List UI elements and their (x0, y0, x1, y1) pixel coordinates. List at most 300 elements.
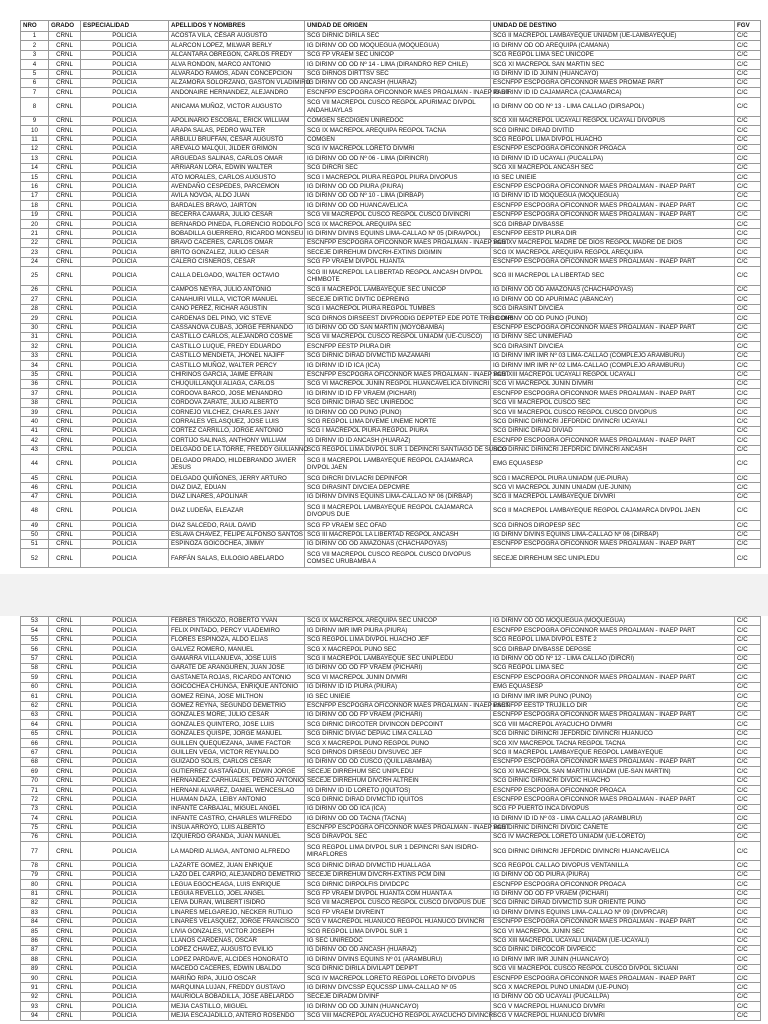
cell-unidad-destino: ESCNFPP ESCPOGRA OFICONNOR MAES PROALMAN - INAEP PART (491, 917, 735, 926)
cell-especialidad: POLICIA (81, 370, 169, 379)
cell-unidad-destino: IG DIRINV ID ID UCAYALI (PUCALLPA) (491, 154, 735, 163)
cell-unidad-destino: SCG XIV MACREPOL TACNA REGPOL TACNA (491, 739, 735, 748)
cell-especialidad: POLICIA (81, 229, 169, 238)
cell-especialidad: POLICIA (81, 861, 169, 870)
cell-grado: CRNL (49, 492, 81, 501)
cell-unidad-destino: ESCNFPP ESCPOGRA OFICONNOR MAES PROALMAN - INAEP PART (491, 626, 735, 635)
cell-fgv: C/C (735, 710, 761, 719)
cell-fgv: C/C (735, 314, 761, 323)
cell-nro: 68 (21, 757, 49, 766)
cell-apellidos-nombres: CASTILLO CARLOS, ALEJANDRO COSME (169, 332, 305, 341)
cell-unidad-destino: SCG DIRASINT DIVCIEA (491, 342, 735, 351)
cell-especialidad: POLICIA (81, 1011, 169, 1020)
cell-unidad-destino: IG DIRINV OD OD FP VRAEM (PICHARI) (491, 889, 735, 898)
cell-unidad-origen: SCG IV MACREPOL LORETO DIVMRI (305, 144, 491, 153)
cell-nro: 83 (21, 908, 49, 917)
cell-grado: CRNL (49, 88, 81, 97)
cell-unidad-destino: SCG V MACREPOL HUANUCO DIVMRI (491, 1002, 735, 1011)
cell-fgv: C/C (735, 257, 761, 266)
cell-unidad-origen: IG DIRINV OD OD FP VRAEM (PICHARI) (305, 710, 491, 719)
header-unidad-origen: UNIDAD DE ORIGEN (305, 21, 491, 32)
cell-apellidos-nombres: CHIRINOS GARCIA, JAIME EFRAIN (169, 370, 305, 379)
cell-fgv: C/C (735, 795, 761, 804)
cell-nro: 23 (21, 248, 49, 257)
cell-especialidad: POLICIA (81, 88, 169, 97)
cell-apellidos-nombres: LA MADRID ALIAGA, ANTONIO ALFREDO (169, 842, 305, 861)
cell-unidad-origen: IG DIRINV OD OD AMAZONAS (CHACHAPOYAS) (305, 539, 491, 548)
page-gap (0, 574, 768, 616)
cell-fgv: C/C (735, 78, 761, 87)
table-row (21, 436, 761, 445)
cell-especialidad: POLICIA (81, 701, 169, 710)
cell-unidad-destino: ESCNFPP ESCPOGRA OFICONNOR MAES PROALMAN - INAEP PART (491, 974, 735, 983)
cell-apellidos-nombres: MEJIA CASTILLO, MIGUEL (169, 1002, 305, 1011)
cell-unidad-origen: SCG REGPOL LIMA DIVPOL SUR 1 (305, 927, 491, 936)
cell-apellidos-nombres: APOLINARIO ESCOBAL, ERICK WILLIAM (169, 116, 305, 125)
table-row (21, 266, 761, 285)
table-row (21, 135, 761, 144)
cell-apellidos-nombres: GARATE DE ARANGUREN, JUAN JOSE (169, 663, 305, 672)
table-row (21, 880, 761, 889)
table-row (21, 974, 761, 983)
cell-unidad-destino: IG DIRINV DIVINS EQUINS LIMA-CALLAO Nº 06 (DIRBAP) (491, 530, 735, 539)
cell-especialidad: POLICIA (81, 332, 169, 341)
cell-fgv: C/C (735, 295, 761, 304)
cell-unidad-origen: SCG VI MACREPOL JUNIN REGPOL HUANCAVELICA DIVINCRI (305, 379, 491, 388)
cell-unidad-origen: IG DIRINV OD OD PIURA (PIURA) (305, 182, 491, 191)
cell-unidad-origen: SCG VI MACREPOL JUNIN DIVMRI (305, 673, 491, 682)
cell-fgv: C/C (735, 417, 761, 426)
cell-apellidos-nombres: DIAZ DIAZ, EDUAN (169, 483, 305, 492)
cell-apellidos-nombres: GASTANETA ROJAS, RICARDO ANTONIO (169, 673, 305, 682)
cell-fgv: C/C (735, 748, 761, 757)
cell-unidad-destino: ESCNFPP ESCPOGRA OFICONNOR MAES PROMAE PART (491, 78, 735, 87)
cell-unidad-origen: SCG III MACREPOL LA LIBERTAD REGPOL ANCASH (305, 530, 491, 539)
cell-unidad-destino: SCG VII MACREPOL CUSCO REGPOL CUSCO DIVOPUS (491, 408, 735, 417)
table-row (21, 492, 761, 501)
table-row (21, 748, 761, 757)
cell-unidad-destino: SCG XV MACREPOL MADRE DE DIOS REGPOL MADRE DE DIOS (491, 238, 735, 247)
cell-grado: CRNL (49, 673, 81, 682)
cell-apellidos-nombres: FELIX PINTADO, PERCY VLADEMIRO (169, 626, 305, 635)
cell-unidad-origen: ESCNFPP EESTP PIURA DIR (305, 342, 491, 351)
cell-nro: 76 (21, 832, 49, 841)
cell-especialidad: POLICIA (81, 936, 169, 945)
cell-grado: CRNL (49, 823, 81, 832)
table-row (21, 927, 761, 936)
cell-unidad-origen: ESCNFPP ESCPOGRA OFICONNOR MAES PROALMAN - INAEP PART (305, 238, 491, 247)
cell-unidad-origen: IG DIRINV OD OD MOQUEGUA (MOQUEGUA) (305, 41, 491, 50)
cell-grado: CRNL (49, 530, 81, 539)
cell-unidad-origen: SCG DIRASINT DIVCIEA DEPCMRE (305, 483, 491, 492)
cell-grado: CRNL (49, 445, 81, 454)
cell-fgv: C/C (735, 361, 761, 370)
cell-grado: CRNL (49, 135, 81, 144)
header-grado: GRADO (49, 21, 81, 32)
cell-especialidad: POLICIA (81, 748, 169, 757)
cell-especialidad: POLICIA (81, 549, 169, 568)
cell-nro: 89 (21, 964, 49, 973)
cell-unidad-destino: IG DIRINV SEC UNIMEFIAD (491, 332, 735, 341)
cell-fgv: C/C (735, 144, 761, 153)
cell-unidad-destino: IG DIRINV ID ID JUNIN (HUANCAYO) (491, 69, 735, 78)
cell-apellidos-nombres: ARRIARAN LORA, EDWIN WALTER (169, 163, 305, 172)
cell-apellidos-nombres: GONZALES QUINTERO, JOSE LUIS (169, 720, 305, 729)
cell-unidad-destino: SCG XI MACREPOL SAN MARTIN SEC (491, 60, 735, 69)
cell-nro: 30 (21, 323, 49, 332)
cell-grado: CRNL (49, 323, 81, 332)
table-row (21, 539, 761, 548)
cell-nro: 25 (21, 266, 49, 285)
cell-grado: CRNL (49, 1011, 81, 1020)
cell-grado: CRNL (49, 210, 81, 219)
cell-grado: CRNL (49, 521, 81, 530)
cell-fgv: C/C (735, 126, 761, 135)
table-row (21, 88, 761, 97)
cell-fgv: C/C (735, 682, 761, 691)
cell-apellidos-nombres: ALARCON LOPEZ, MILWAR BERLY (169, 41, 305, 50)
cell-fgv: C/C (735, 814, 761, 823)
cell-especialidad: POLICIA (81, 445, 169, 454)
cell-fgv: C/C (735, 154, 761, 163)
cell-unidad-origen: SCG VIII MACREPOL AYACUCHO REGPOL AYACUCHO DIVINCRI (305, 1011, 491, 1020)
cell-fgv: C/C (735, 408, 761, 417)
cell-apellidos-nombres: LEGUA EGOCHEAGA, LUIS ENRIQUE (169, 880, 305, 889)
table-row (21, 757, 761, 766)
cell-unidad-origen: SCG VII MACREPOL CUSCO REGPOL CUSCO DIVINCRI (305, 210, 491, 219)
cell-apellidos-nombres: GUIZADO SOLIS, CARLOS CESAR (169, 757, 305, 766)
cell-grado: CRNL (49, 257, 81, 266)
cell-grado: CRNL (49, 398, 81, 407)
cell-unidad-origen: COMGEN (305, 135, 491, 144)
cell-especialidad: POLICIA (81, 880, 169, 889)
table-row (21, 408, 761, 417)
cell-especialidad: POLICIA (81, 635, 169, 644)
cell-nro: 24 (21, 257, 49, 266)
cell-unidad-destino: IG DIRINV OD OD AMAZONAS (CHACHAPOYAS) (491, 285, 735, 294)
table-row (21, 41, 761, 50)
cell-unidad-destino: SCG II MACREPOL LAMBAYEQUE REGPOL CAJAMARCA DIVPOL JAEN (491, 502, 735, 521)
cell-unidad-origen: SCG REGPOL LIMA DIVPOL HUACHO JEF (305, 635, 491, 644)
cell-apellidos-nombres: GOICOCHEA CHUNGA, ENRIQUE ANTONIO (169, 682, 305, 691)
cell-especialidad: POLICIA (81, 908, 169, 917)
cell-apellidos-nombres: FARFÁN SALAS, EULOGIO ABELARDO (169, 549, 305, 568)
table-row (21, 626, 761, 635)
cell-especialidad: POLICIA (81, 983, 169, 992)
cell-fgv: C/C (735, 955, 761, 964)
cell-fgv: C/C (735, 60, 761, 69)
table-row (21, 832, 761, 841)
cell-unidad-destino: ESCNFPP EESTP PIURA DIR (491, 229, 735, 238)
table-row (21, 191, 761, 200)
table-body-page-2 (21, 617, 761, 1021)
cell-fgv: C/C (735, 492, 761, 501)
cell-fgv: C/C (735, 1002, 761, 1011)
cell-nro: 80 (21, 880, 49, 889)
cell-especialidad: POLICIA (81, 210, 169, 219)
cell-apellidos-nombres: DIAZ SALCEDO, RAUL DAVID (169, 521, 305, 530)
cell-fgv: C/C (735, 549, 761, 568)
cell-fgv: C/C (735, 163, 761, 172)
cell-fgv: C/C (735, 767, 761, 776)
cell-apellidos-nombres: CANAHUIRI VILLA, VICTOR MANUEL (169, 295, 305, 304)
cell-apellidos-nombres: FLORES ESPINOZA, ALDO ELIAS (169, 635, 305, 644)
cell-nro: 71 (21, 786, 49, 795)
cell-unidad-origen: IG DIRINV ID ID ANCASH (HUARAZ) (305, 436, 491, 445)
cell-grado: CRNL (49, 842, 81, 861)
table-row (21, 964, 761, 973)
cell-grado: CRNL (49, 314, 81, 323)
cell-grado: CRNL (49, 974, 81, 983)
cell-grado: CRNL (49, 832, 81, 841)
cell-fgv: C/C (735, 645, 761, 654)
cell-unidad-destino: IG DIRINV OD OD Nº 13 - LIMA CALLAO (DIRSAPOL) (491, 97, 735, 116)
cell-unidad-origen: SCG I MACREPOL PIURA REGPOL PIURA DIVOPUS (305, 173, 491, 182)
cell-apellidos-nombres: MACEDO CACERES, EDWIN UBALDO (169, 964, 305, 973)
cell-grado: CRNL (49, 436, 81, 445)
cell-unidad-destino: IG DIRINV ID ID CAJAMARCA (CAJAMARCA) (491, 88, 735, 97)
cell-unidad-origen: IG DIRINV OD OD ANCASH (HUARAZ) (305, 78, 491, 87)
cell-fgv: C/C (735, 474, 761, 483)
header-unidad-destino: UNIDAD DE DESTINO (491, 21, 735, 32)
cell-nro: 90 (21, 974, 49, 983)
cell-unidad-destino: SCG DIRNIC DIRAD DIVITID (491, 126, 735, 135)
cell-unidad-destino: SCG II MACREPOL LAMBAYEQUE DIVMRI (491, 492, 735, 501)
cell-especialidad: POLICIA (81, 417, 169, 426)
cell-grado: CRNL (49, 880, 81, 889)
cell-apellidos-nombres: CORTEZ CARRILLO, JORGE ANTONIO (169, 426, 305, 435)
cell-unidad-origen: SCG DIRNIC DIRAD SEC UNIREDOC (305, 398, 491, 407)
table-row (21, 144, 761, 153)
cell-especialidad: POLICIA (81, 682, 169, 691)
cell-fgv: C/C (735, 870, 761, 879)
cell-fgv: C/C (735, 116, 761, 125)
table-row (21, 163, 761, 172)
cell-apellidos-nombres: CORRALES VELASQUEZ, JOSE LUIS (169, 417, 305, 426)
table-row (21, 889, 761, 898)
personnel-table-page-1 (20, 20, 761, 568)
cell-nro: 21 (21, 229, 49, 238)
cell-unidad-origen: SCG DIRNIC DIRAD DIVMCTID HUALLAGA (305, 861, 491, 870)
cell-unidad-origen: SCG X MACREPOL PUNO SEC (305, 645, 491, 654)
cell-unidad-destino: SCG II MACREPOL LAMBAYEQUE UNIADM (UE-LAMBAYEQUE) (491, 32, 735, 41)
cell-apellidos-nombres: ESLAVA CHAVEZ, FELIPE ALFONSO SANTOS (169, 530, 305, 539)
cell-apellidos-nombres: ESPINOZA GOICOCHEA, JIMMY (169, 539, 305, 548)
cell-grado: CRNL (49, 408, 81, 417)
cell-nro: 70 (21, 776, 49, 785)
cell-especialidad: POLICIA (81, 729, 169, 738)
cell-unidad-destino: ESCNFPP ESCPOGRA OFICONNOR MAES PROALMAN - INAEP PART (491, 201, 735, 210)
cell-unidad-destino: ESCNFPP ESCPOGRA OFICONNOR MAES PROALMAN - INAEP PART (491, 436, 735, 445)
cell-grado: CRNL (49, 889, 81, 898)
cell-unidad-destino: ESCNFPP ESCPOGRA OFICONNOR MAES PROALMAN - INAEP PART (491, 673, 735, 682)
table-row (21, 692, 761, 701)
cell-apellidos-nombres: BECERRA CAMARA, JULIO CESAR (169, 210, 305, 219)
cell-especialidad: POLICIA (81, 842, 169, 861)
cell-grado: CRNL (49, 97, 81, 116)
cell-especialidad: POLICIA (81, 238, 169, 247)
cell-fgv: C/C (735, 342, 761, 351)
cell-especialidad: POLICIA (81, 295, 169, 304)
cell-grado: CRNL (49, 635, 81, 644)
cell-nro: 91 (21, 983, 49, 992)
header-nro: NRO (21, 21, 49, 32)
cell-apellidos-nombres: AREVALO MALQUI, JILDER GRIMON (169, 144, 305, 153)
cell-fgv: C/C (735, 983, 761, 992)
cell-grado: CRNL (49, 1002, 81, 1011)
cell-especialidad: POLICIA (81, 720, 169, 729)
cell-especialidad: POLICIA (81, 41, 169, 50)
cell-nro: 26 (21, 285, 49, 294)
header-fgv: FGV (735, 21, 761, 32)
cell-unidad-origen: SCG DIRNIC DIRAD DIVMCTID IQUITOS (305, 795, 491, 804)
cell-apellidos-nombres: LEGUIA REVELLO, JOEL ANGEL (169, 889, 305, 898)
cell-especialidad: POLICIA (81, 521, 169, 530)
table-row (21, 842, 761, 861)
cell-grado: CRNL (49, 455, 81, 474)
cell-grado: CRNL (49, 229, 81, 238)
cell-unidad-destino: SECEJE DIRREHUM SEC UNIPLEDU (491, 549, 735, 568)
cell-especialidad: POLICIA (81, 927, 169, 936)
cell-grado: CRNL (49, 173, 81, 182)
cell-nro: 2 (21, 41, 49, 50)
cell-grado: CRNL (49, 804, 81, 813)
table-row (21, 530, 761, 539)
cell-unidad-origen: ESCNFPP ESCPOGRA OFICONNOR MAES PROALMAN - INAEP PART (305, 370, 491, 379)
cell-apellidos-nombres: LAZO DEL CARPIO, ALEJANDRO DEMETRIO (169, 870, 305, 879)
cell-unidad-destino: ESCNFPP ESCPOGRA OFICONNOR MAES PROALMAN - INAEP PART (491, 795, 735, 804)
cell-especialidad: POLICIA (81, 898, 169, 907)
cell-grado: CRNL (49, 720, 81, 729)
cell-nro: 65 (21, 729, 49, 738)
cell-nro: 29 (21, 314, 49, 323)
cell-especialidad: POLICIA (81, 767, 169, 776)
cell-fgv: C/C (735, 173, 761, 182)
table-row (21, 445, 761, 454)
cell-especialidad: POLICIA (81, 398, 169, 407)
cell-apellidos-nombres: HERNANI ALVAREZ, DANIEL WENCESLAO (169, 786, 305, 795)
cell-grado: CRNL (49, 748, 81, 757)
cell-especialidad: POLICIA (81, 710, 169, 719)
cell-unidad-destino: SCG VI MACREPOL JUNIN DIVMRI (491, 379, 735, 388)
cell-unidad-origen: SCG FP VRAEM DIVPOL HUANTA (305, 257, 491, 266)
cell-apellidos-nombres: LOPEZ PARDAVE, ALCIDES HONORATO (169, 955, 305, 964)
cell-unidad-destino: IG DIRINV OD OD Nº 12 - LIMA CALLAO (DIRCRI) (491, 654, 735, 663)
cell-nro: 45 (21, 474, 49, 483)
cell-especialidad: POLICIA (81, 757, 169, 766)
table-row (21, 823, 761, 832)
cell-grado: CRNL (49, 739, 81, 748)
cell-unidad-destino: ESCNFPP ESCPOGRA OFICONNOR PROACA (491, 880, 735, 889)
cell-grado: CRNL (49, 692, 81, 701)
table-row (21, 502, 761, 521)
table-row (21, 795, 761, 804)
cell-unidad-destino: SCG VI MACREPOL JUNIN SEC (491, 927, 735, 936)
cell-nro: 8 (21, 97, 49, 116)
table-row (21, 617, 761, 626)
cell-apellidos-nombres: ALZAMORA SOLORZANO, GASTON VLADIMIRO (169, 78, 305, 87)
cell-grado: CRNL (49, 483, 81, 492)
cell-nro: 58 (21, 663, 49, 672)
cell-especialidad: POLICIA (81, 116, 169, 125)
cell-unidad-destino: SCG DIRBAP DIVBASSE (491, 220, 735, 229)
cell-nro: 42 (21, 436, 49, 445)
cell-unidad-origen: IG DIRINV OD OD Nº 10 - LIMA (DIRBAP) (305, 191, 491, 200)
cell-unidad-origen: SCG III MACREPOL LA LIBERTAD REGPOL ANCASH DIVPOL CHIMBOTE (305, 266, 491, 285)
cell-fgv: C/C (735, 964, 761, 973)
cell-nro: 86 (21, 936, 49, 945)
cell-apellidos-nombres: BRAVO CACERES, CARLOS OMAR (169, 238, 305, 247)
cell-apellidos-nombres: LOPEZ CHAVEZ, AUGUSTO EVILIO (169, 945, 305, 954)
cell-unidad-destino: SCG XI MACREPOL SAN MARTIN UNIADM (UE-SAN MARTIN) (491, 767, 735, 776)
cell-nro: 44 (21, 455, 49, 474)
table-row (21, 285, 761, 294)
cell-unidad-origen: IG DIRINV OD OD ICA (ICA) (305, 804, 491, 813)
cell-fgv: C/C (735, 804, 761, 813)
cell-grado: CRNL (49, 502, 81, 521)
cell-especialidad: POLICIA (81, 455, 169, 474)
cell-fgv: C/C (735, 445, 761, 454)
cell-fgv: C/C (735, 436, 761, 445)
cell-nro: 56 (21, 645, 49, 654)
cell-unidad-origen: SECEJE DIRREHUM SEC UNIPLEDU (305, 767, 491, 776)
table-row (21, 229, 761, 238)
table-row (21, 248, 761, 257)
table-row (21, 257, 761, 266)
cell-unidad-destino: SCG REGPOL CALLAO DIVOPUS VENTANILLA (491, 861, 735, 870)
cell-unidad-destino: SCG DIRBAP DIVBASSE DEPGSE (491, 645, 735, 654)
cell-especialidad: POLICIA (81, 182, 169, 191)
cell-nro: 35 (21, 370, 49, 379)
cell-grado: CRNL (49, 154, 81, 163)
cell-grado: CRNL (49, 955, 81, 964)
cell-unidad-destino: IG DIRINV OD OD AREQUIPA (CAMANA) (491, 41, 735, 50)
cell-especialidad: POLICIA (81, 361, 169, 370)
cell-apellidos-nombres: DIAZ LUDEÑA, ELEAZAR (169, 502, 305, 521)
cell-fgv: C/C (735, 248, 761, 257)
table-row (21, 654, 761, 663)
cell-grado: CRNL (49, 757, 81, 766)
cell-nro: 4 (21, 60, 49, 69)
cell-apellidos-nombres: BERNARDO PINEDA, FLORENCIO RODOLFO (169, 220, 305, 229)
cell-unidad-origen: ESCNFPP ESCPOGRA OFICONNOR MAES PROALMAN - INAEP PART (305, 823, 491, 832)
cell-unidad-origen: SCG DIRNOS DIRTTSV SEC (305, 69, 491, 78)
table-row (21, 201, 761, 210)
cell-fgv: C/C (735, 617, 761, 626)
table-row (21, 663, 761, 672)
cell-grado: CRNL (49, 295, 81, 304)
cell-fgv: C/C (735, 182, 761, 191)
cell-apellidos-nombres: LAZARTE GOMEZ, JUAN ENRIQUE (169, 861, 305, 870)
cell-grado: CRNL (49, 304, 81, 313)
cell-unidad-origen: SCG REGPOL LIMA DIVPOL SUR 1 DEPINCRI SAN ISIDRO-MIRAFLORES (305, 842, 491, 861)
cell-apellidos-nombres: MAURIOLA BOBADILLA, JOSE ABELARDO (169, 992, 305, 1001)
table-row (21, 426, 761, 435)
cell-especialidad: POLICIA (81, 351, 169, 360)
cell-unidad-origen: IG DIRINV DIVINS EQUINS LIMA-CALLAO Nº 05 (DIRAVPOL) (305, 229, 491, 238)
cell-especialidad: POLICIA (81, 191, 169, 200)
cell-grado: CRNL (49, 285, 81, 294)
cell-especialidad: POLICIA (81, 530, 169, 539)
cell-unidad-origen: SCG DIRNIC DIRCOTER DIVINCON DEPCOINT (305, 720, 491, 729)
cell-especialidad: POLICIA (81, 201, 169, 210)
cell-apellidos-nombres: AVILA NOVOA, ALDO JUAN (169, 191, 305, 200)
cell-nro: 14 (21, 163, 49, 172)
cell-apellidos-nombres: MARIÑO RIPA, JULIO OSCAR (169, 974, 305, 983)
cell-unidad-origen: IG SEC UNIEIE (305, 692, 491, 701)
cell-unidad-origen: SCG DIRNIC DIRILA SEC (305, 32, 491, 41)
cell-nro: 12 (21, 144, 49, 153)
